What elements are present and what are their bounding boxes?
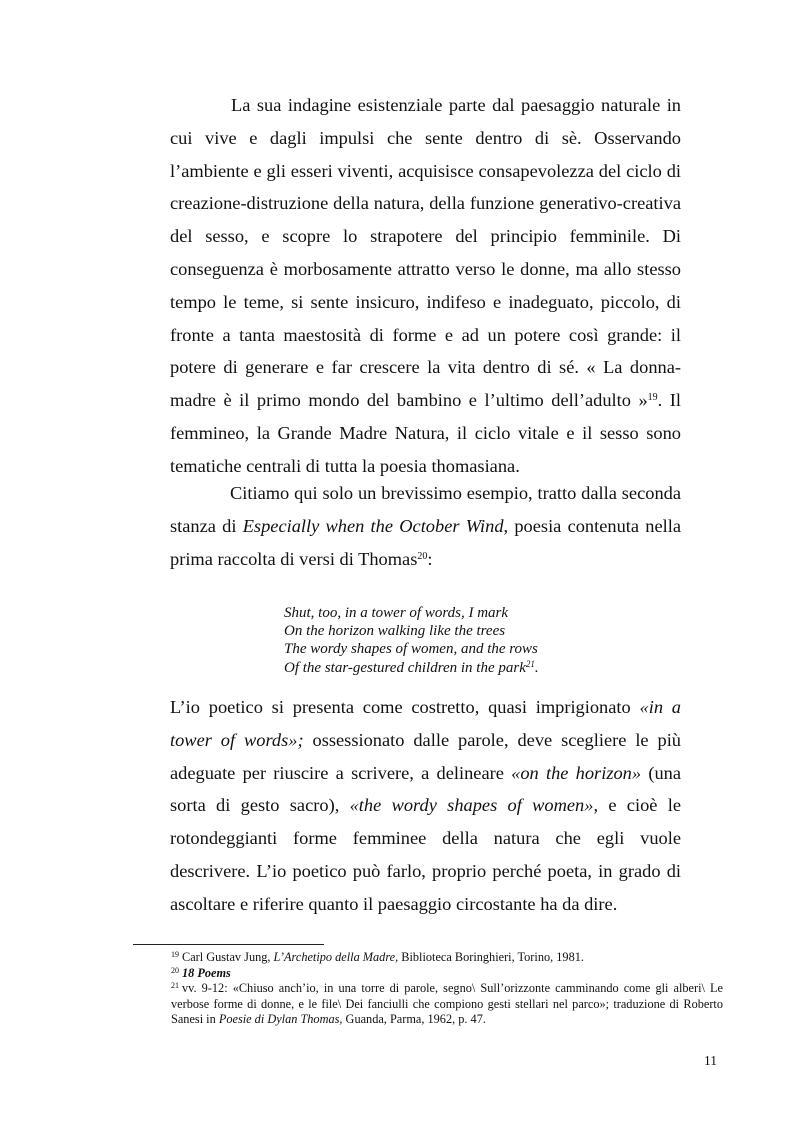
footnote-ref-20: 20 [417,550,428,562]
quote-on-the-horizon: «on the horizon» [511,762,642,783]
footnote-title: L’Archetipo della Madre, [273,950,399,964]
footnote-text: Guanda, Parma, 1962, p. 47. [342,1012,486,1027]
paragraph-2-text-b: , poesia contenuta nella prima raccolta di versi di Thomas [170,515,682,569]
poem-line-4 [284,659,684,677]
poem-line-3: The wordy shapes of women, and the rows [284,641,538,658]
footnote-number: 21 [171,981,179,991]
poem-quote [284,604,684,677]
footnotes [171,950,723,1028]
quote-tower-of-words: «in a tower of words»; [170,697,681,750]
footnote-text: Biblioteca Boringhieri, Torino, 1981. [398,950,584,964]
quote-wordy-shapes: «the wordy shapes of women» [349,795,594,816]
paragraph-3-text-b: ossessionato dalle parole, deve scegliere le più adeguate per riuscire a scrivere, a delineare [170,729,681,783]
footnote-number: 20 [171,965,179,975]
poem-line-1: Shut, too, in a tower of words, I mark [284,605,509,621]
footnote-separator [133,944,324,945]
paragraph-2 [170,477,681,575]
footnote-number: 19 [171,950,179,959]
poem-title: Especially when the October Wind [242,515,504,536]
poem-line-4-end: . [534,659,539,676]
paragraph-1-text-b: . Il femmineo, la Grande Madre Natura, il ciclo vitale e il sesso sono tematiche centrali di tutta la poesia thomasiana. [170,390,681,476]
poem-line-2: On the horizon walking like the trees [284,623,506,640]
paragraph-3-text-d: , e cioè le rotondeggianti forme femminee della natura che egli vuole descrivere. L’io poetico può farlo, proprio perché poeta, in grado di ascoltare e riferire quanto il paesaggio circostante ha da dire. [170,795,681,914]
footnote-text: Carl Gustav Jung, [182,950,274,964]
footnote-21 [171,981,723,1028]
poem-line-4-text: Of the star-gestured children in the park [284,659,526,676]
paragraph-3-text-c: (una sorta di gesto sacro), [170,762,681,816]
page-number: 11 [704,1053,717,1068]
footnote-ref-19: 19 [647,392,658,404]
paragraph-3-text-a: L’io poetico si presenta come costretto, quasi imprigionato [170,697,640,717]
footnote-title: Poesie di Dylan Thomas, [218,1012,343,1027]
paragraph-3 [170,691,681,921]
paragraph-1 [170,89,681,483]
paragraph-2-text-c: : [427,548,433,569]
paragraph-2-text-a: Citiamo qui solo un brevissimo esempio, tratto dalla seconda stanza di [170,483,681,536]
footnote-19 [171,950,723,966]
footnote-title: 18 Poems [182,965,231,980]
footnote-text: vv. 9-12: «Chiuso anch’io, in una torre di parole, segno\ Sull’orizzonte camminando come gli alberi\ Le verbose forme di donne, e le file\ Dei fanciulli che compiono gesti stellari nel parco»; traduzione di Roberto Sanesi in [171,981,723,1027]
paragraph-1-text-a: La sua indagine esistenziale parte dal paesaggio naturale in cui vive e dagli impulsi che sente dentro di sè. Osservando l’ambiente e gli esseri viventi, acquisisce consapevolezza del ciclo di creazione-distruzione della natura, della funzione generativo-creativa del sesso, e scopre lo strapotere del principio femminile. Di conseguenza è morbosamente attratto verso le donne, ma allo stesso tempo le teme, si sente insicuro, indifeso e inadeguato, piccolo, di fronte a tanta maestosità di forme e ad un potere così grande: il potere di generare e far crescere la vita dentro di sé. « La donna-madre è il primo mondo del bambino e l’ultimo dell’adulto » [170,95,681,411]
footnote-20 [171,966,723,982]
footnote-ref-21: 21 [525,658,535,669]
